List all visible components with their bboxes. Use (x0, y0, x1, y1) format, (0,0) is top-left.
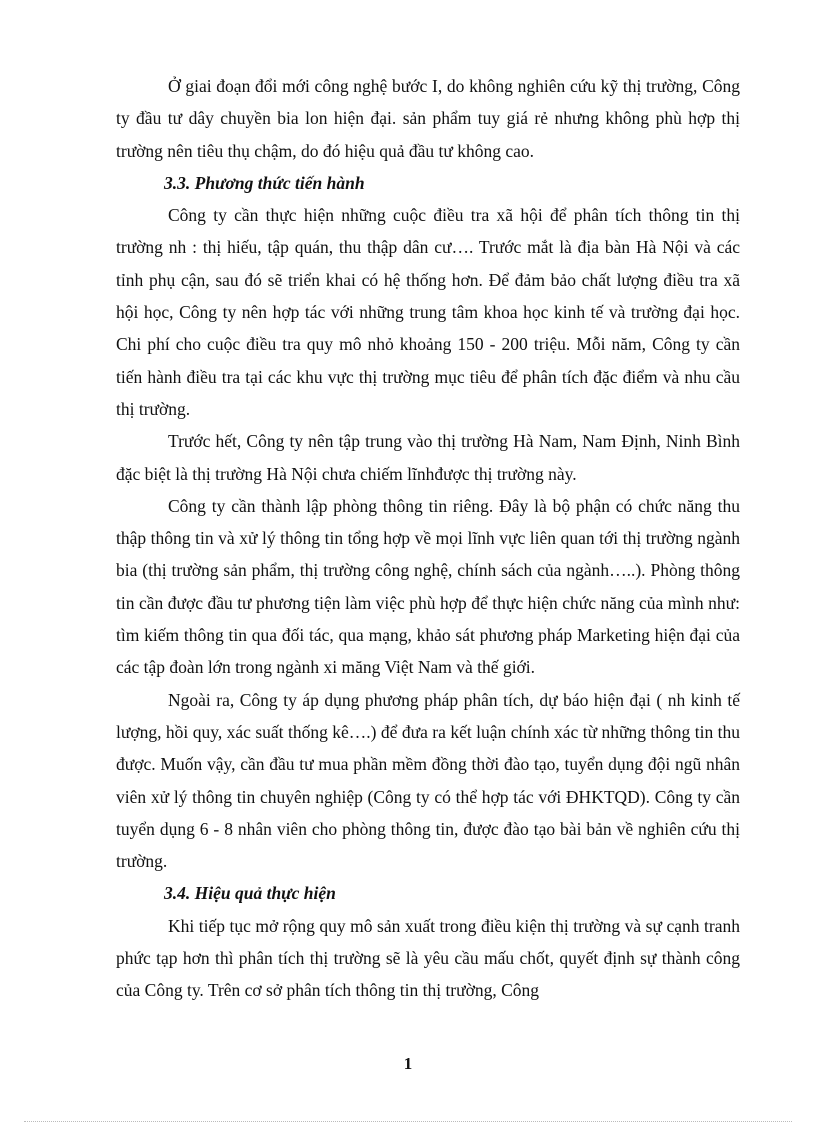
paragraph-investment-lesson: Ở giai đoạn đổi mới công nghệ bước I, do không nghiên cứu kỹ thị trường, Công ty đầu tư dây chuyền bia lon hiện đại. sản phẩm tuy giá rẻ nhưng không phù hợp thị trường nên tiêu thụ chậm, do đó hiệu quả đầu tư không cao. (116, 76, 740, 161)
section-heading-3-4: 3.4. Hiệu quả thực hiện (164, 883, 336, 904)
paragraph-information-department: Công ty cần thành lập phòng thông tin riêng. Đây là bộ phận có chức năng thu thập thông tin và xử lý thông tin tổng hợp về mọi lĩnh vực liên quan tới thị trường ngành bia (thị trường sản phẩm, thị trường công nghệ, chính sách của ngành…..). Phòng thông tin cần được đầu tư phương tiện làm việc phù hợp để thực hiện chức năng của mình như: tìm kiếm thông tin qua đối tác, qua mạng, khảo sát phương pháp Marketing hiện đại của các tập đoàn lớn trong ngành xi măng Việt Nam và thế giới. (116, 495, 740, 678)
paragraph-effectiveness: Khi tiếp tục mở rộng quy mô sản xuất trong điều kiện thị trường và sự cạnh tranh phức tạp hơn thì phân tích thị trường sẽ là yêu cầu mấu chốt, quyết định sự thành công của Công ty. Trên cơ sở phân tích thông tin thị trường, Công (116, 915, 740, 1001)
document-body (116, 70, 740, 1007)
page-bottom-divider (24, 1121, 792, 1122)
paragraph-target-markets: Trước hết, Công ty nên tập trung vào thị trường Hà Nam, Nam Định, Ninh Bình đặc biệt là thị trường Hà Nội chưa chiếm lĩnhđược thị trường này. (116, 431, 740, 484)
page-number: 1 (403, 1054, 413, 1073)
paragraph-analysis-methods: Ngoài ra, Công ty áp dụng phương pháp phân tích, dự báo hiện đại ( nh kinh tế lượng, hồi quy, xác suất thống kê….) để đưa ra kết luận chính xác từ những thông tin thu được. Muốn vậy, cần đầu tư mua phần mềm đồng thời đào tạo, tuyển dụng đội ngũ nhân viên xử lý thông tin chuyên nghiệp (Công ty có thể hợp tác với ĐHKTQD). Công ty cần tuyển dụng 6 - 8 nhân viên cho phòng thông tin, được đào tạo bài bản về nghiên cứu thị trường. (116, 689, 740, 872)
paragraph-market-survey: Công ty cần thực hiện những cuộc điều tra xã hội để phân tích thông tin thị trường nh : thị hiếu, tập quán, thu thập dân cư…. Trước mắt là địa bàn Hà Nội và các tỉnh phụ cận, sau đó sẽ triển khai có hệ thống hơn. Để đảm bảo chất lượng điều tra xã hội học, Công ty nên hợp tác với những trung tâm khoa học kinh tế và trường đại học. Chi phí cho cuộc điều tra quy mô nhỏ khoảng 150 - 200 triệu. Mỗi năm, Công ty cần tiến hành điều tra tại các khu vực thị trường mục tiêu để phân tích đặc điểm và nhu cầu thị trường. (116, 205, 740, 419)
section-heading-3-3: 3.3. Phương thức tiến hành (164, 172, 365, 193)
